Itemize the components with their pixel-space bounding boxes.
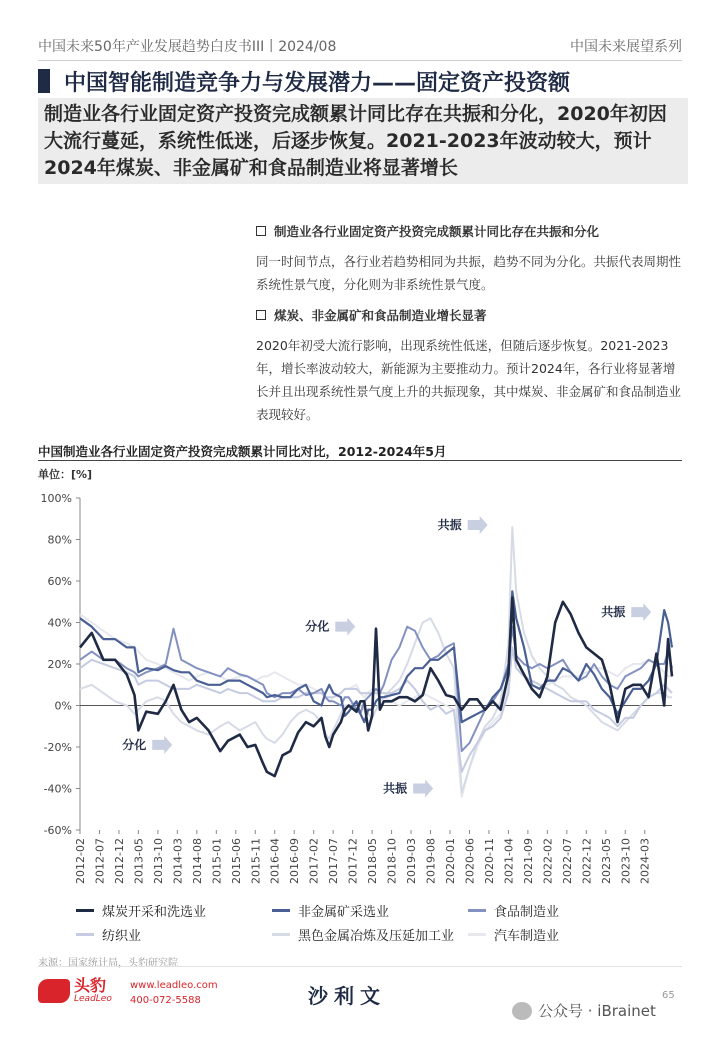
header-left: 中国未来50年产业发展趋势白皮书III丨2024/08 [38,39,337,55]
title-row [38,66,570,96]
legend-swatch [468,933,486,936]
x-tick-label: 2018-10 [385,838,399,884]
x-tick-label: 2015-01 [210,838,224,884]
annotation-label: 分化 [122,737,147,752]
x-tick-label: 2023-10 [619,838,633,884]
legend-row [76,898,676,922]
x-tick-label: 2012-07 [93,838,107,884]
bullet-heading-2-text: 煤炭、非金属矿和食品制造业增长显著 [274,308,487,323]
page-header [38,36,682,56]
y-tick-label: -40% [43,782,72,796]
x-tick-label: 2013-10 [151,838,165,884]
x-tick-label: 2012-02 [74,838,87,884]
legend-label: 纺织业 [102,928,142,944]
annotation-arrow [468,516,488,534]
legend-item [468,925,664,944]
x-tick-label: 2012-12 [112,838,126,884]
page-title: 中国智能制造竞争力与发展潜力——固定资产投资额 [64,70,571,96]
footer-divider [38,966,682,967]
series-line [80,527,672,793]
bullet-section [256,222,686,436]
legend-swatch [468,909,486,912]
annotation-label: 共振 [383,781,408,796]
page-number: 65 [662,990,675,1001]
x-tick-label: 2014-03 [171,838,185,884]
wechat-text: 公众号 · iBrainet [538,1002,656,1020]
legend-item [76,901,272,920]
x-tick-label: 2022-07 [560,838,574,884]
source-note: 来源：国家统计局，头豹研究院 [38,958,178,969]
y-tick-label: 0% [54,699,72,713]
x-tick-label: 2016-09 [288,838,302,884]
y-tick-label: -20% [43,741,72,754]
y-tick-label: 20% [47,658,72,671]
bullet-heading-1-text: 制造业各行业固定资产投资完成额累计同比存在共振和分化 [274,224,600,239]
y-tick-label: 60% [47,575,72,588]
annotation-arrow [413,780,433,798]
wechat-icon [512,1002,532,1020]
y-tick-label: 80% [47,533,72,547]
legend-label: 煤炭开采和洗选业 [102,904,207,920]
title-marker [38,69,50,93]
bullet-heading-2 [256,306,686,324]
annotation-label: 分化 [305,619,330,634]
annotation-arrow [335,618,355,636]
x-tick-label: 2019-08 [424,838,438,884]
phone-number: 400-072-5588 [130,995,201,1006]
x-tick-label: 2021-04 [502,838,516,884]
x-tick-label: 2017-02 [307,838,321,884]
header-right: 中国未来展望系列 [570,39,682,55]
legend-swatch [272,933,290,936]
chart-title-divider [38,460,682,461]
legend-label: 汽车制造业 [494,928,560,944]
legend-label: 非金属矿采选业 [298,904,390,920]
bullet-text-2: 2020年初受大流行影响，出现系统性低迷，但随后逐步恢复。2021-2023年，增长率波动较大，新能源为主要推动力。预计2024年，各行业将显著增长并且出现系统性景气度上升的共振现象，其中煤炭、非金属矿和食品制造业表现较好。 [256,338,682,422]
x-tick-label: 2022-02 [541,838,555,884]
header-divider [38,60,682,61]
wechat-watermark [512,1000,656,1021]
legend-swatch [76,933,94,936]
leopard-icon [38,979,70,1003]
leadleo-logo [38,978,112,1004]
legend-item [468,901,664,920]
summary-box: 制造业各行业固定资产投资完成额累计同比存在共振和分化，2020年初因大流行蔓延，系统性低迷，后逐步恢复。2021-2023年波动较大，预计2024年煤炭、非金属矿和食品制造业将显著增长 [38,98,688,184]
x-tick-label: 2014-08 [190,838,204,884]
website-link[interactable]: www.leadleo.com [130,980,218,991]
x-tick-label: 2018-05 [366,838,380,884]
x-tick-label: 2022-12 [580,838,594,884]
x-tick-label: 2020-01 [444,838,457,884]
legend-swatch [76,909,94,912]
legend-row [76,922,676,946]
bullet-text-1: 同一时间节点，各行业若趋势相同为共振，趋势不同为分化。共振代表周期性系统性景气度，分化则为非系统性景气度。 [256,254,682,292]
contact-info [130,978,218,1008]
x-tick-label: 2021-09 [521,838,535,884]
sullivan-logo: 沙利文 [308,984,386,1008]
logo-subtitle: LeadLeo [74,994,112,1004]
line-chart [0,470,720,900]
legend-item [272,901,468,920]
x-tick-label: 2023-05 [599,838,613,884]
chart-title: 中国制造业各行业固定资产投资完成额累计同比对比，2012-2024年5月 [38,444,447,459]
legend-label: 黑色金属冶炼及压延加工业 [298,928,455,944]
x-tick-label: 2015-06 [229,838,243,884]
y-tick-label: -60% [43,824,72,837]
x-tick-label: 2017-12 [346,838,360,884]
legend-swatch [272,909,290,912]
legend-label: 食品制造业 [494,904,560,920]
x-tick-label: 2024-03 [638,838,652,884]
annotation-arrow [152,736,172,754]
y-tick-label: 100% [40,492,72,505]
checkbox-square-icon [256,310,266,320]
annotation-label: 共振 [601,605,626,620]
bullet-heading-1 [256,222,686,240]
logo-name: 头豹 [74,976,107,995]
checkbox-square-icon [256,226,266,236]
x-tick-label: 2015-11 [249,838,263,884]
chart-legend [76,898,676,946]
x-tick-label: 2020-06 [463,838,477,884]
legend-item [272,925,468,944]
x-tick-label: 2016-04 [268,838,282,884]
y-tick-label: 40% [47,616,72,630]
x-tick-label: 2019-03 [405,838,419,884]
annotation-label: 共振 [437,517,462,532]
x-tick-label: 2013-05 [132,838,146,884]
x-tick-label: 2020-11 [482,838,496,884]
unit-label: 单位：[%] [38,468,93,481]
annotation-arrow [631,603,651,621]
legend-item [76,925,272,944]
x-tick-label: 2017-07 [327,838,341,884]
